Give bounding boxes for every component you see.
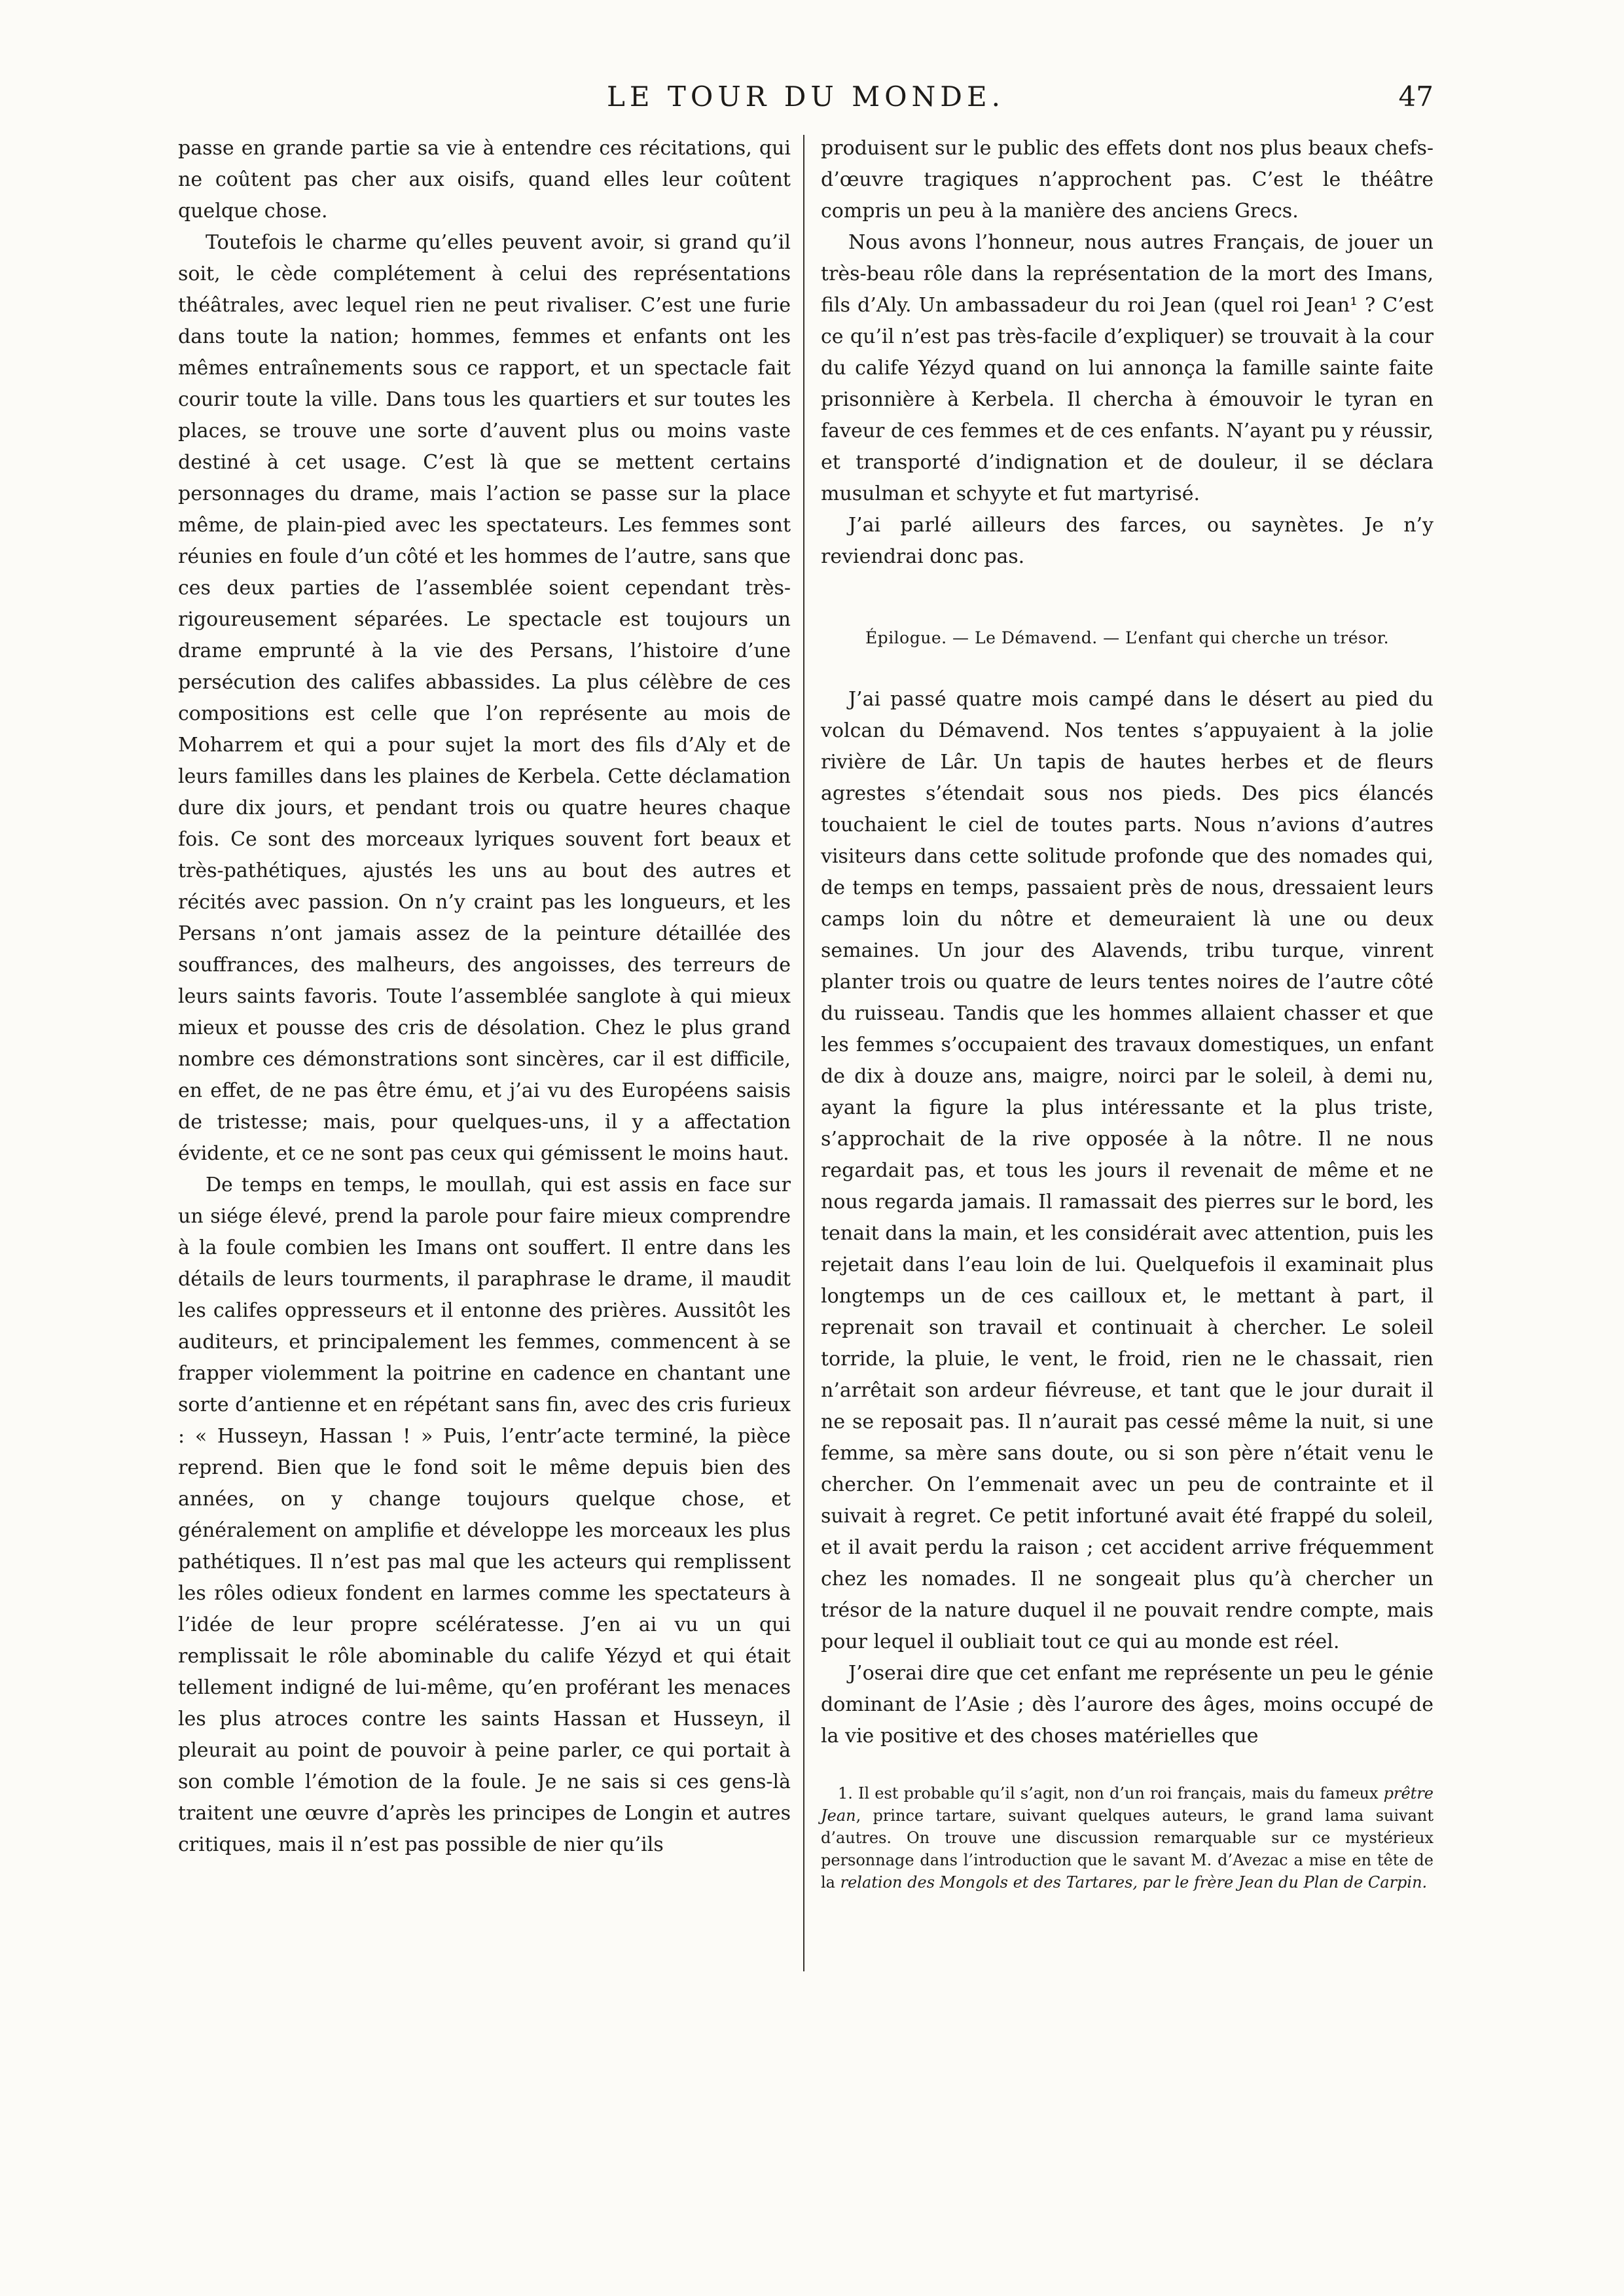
paragraph: De temps en temps, le moullah, qui est assis en face sur un siége élevé, prend la parole pour faire mieux comprendre à la foule combien les Imans ont souffert. Il entre dans les détails de leurs tourments, il paraphrase le drame, il maudit les califes oppresseurs et il entonne des prières. Aussitôt les auditeurs, et principalement les femmes, commencent à se frapper violemment la poitrine en cadence en chantant une sorte d’antienne et en répétant sans fin, avec des cris furieux : « Husseyn, Hassan ! » Puis, l’entr’acte terminé, la pièce reprend. Bien que le fond soit le même depuis bien des années, on y change toujours quelque chose, et généralement on amplifie et développe les morceaux les plus pathétiques. Il n’est pas mal que les acteurs qui remplissent les rôles odieux fondent en larmes comme les spectateurs à l’idée de leur propre scélératesse. J’en ai vu un qui remplissait le rôle abominable du calife Yézyd et qui était tellement indigné de lui-même, qu’en proférant les menaces les plus atroces contre les saints Hassan et Husseyn, il pleurait au point de pouvoir à peine parler, ce qui portait à son comble l’émotion de la foule. Je ne sais si ces gens-là traitent une œuvre d’après les principes de Longin et autres critiques, mais il n’est pas possible de nier qu’ils	[178, 1174, 791, 1856]
footnote-italic-title: prêtre Jean	[821, 1784, 1434, 1825]
paragraph-continuation: produisent sur le public des effets dont nos plus beaux chefs-d’œuvre tragiques n’approchent pas. C’est le théâtre compris un peu à la manière des anciens Grecs.	[821, 137, 1434, 223]
text-columns	[178, 133, 1434, 1893]
footnote	[821, 1782, 1434, 1893]
paragraph: J’ai parlé ailleurs des farces, ou saynètes. Je n’y reviendrai donc pas.	[821, 514, 1434, 568]
paragraph: J’oserai dire que cet enfant me représente un peu le génie dominant de l’Asie ; dès l’aurore des âges, moins occupé de la vie positive et des choses matérielles que	[821, 1662, 1434, 1748]
paragraph: Toutefois le charme qu’elles peuvent avoir, si grand qu’il soit, le cède complétement à celui des représentations théâtrales, avec lequel rien ne peut rivaliser. C’est une furie dans toute la nation; hommes, femmes et enfants ont les mêmes entraînements sous ce rapport, et un spectacle fait courir toute la ville. Dans tous les quartiers et sur toutes les places, se trouve une sorte d’auvent plus ou moins vaste destiné à cet usage. C’est là que se mettent certains personnages du drame, mais l’action se passe sur la place même, de plain-pied avec les spectateurs. Les femmes sont réunies en foule d’un côté et les hommes de l’autre, sans que ces deux parties de l’assemblée soient cependant très-rigoureusement séparées. Le spectacle est toujours un drame emprunté à la vie des Persans, l’histoire d’une persécution des califes abbassides. La plus célèbre de ces compositions est celle que l’on représente au mois de Moharrem et qui a pour sujet la mort des fils d’Aly et de leurs familles dans les plaines de Kerbela. Cette déclamation dure dix jours, et pendant trois ou quatre heures chaque fois. Ce sont des morceaux lyriques souvent fort beaux et très-pathétiques, ajustés les uns au bout des autres et récités avec passion. On n’y craint pas les longueurs, et les Persans n’ont jamais assez de la peinture détaillée des souffrances, des malheurs, des angoisses, des terreurs de leurs saints favoris. Toute l’assemblée sanglote à qui mieux mieux et pousse des cris de désolation. Chez le plus grand nombre ces démonstrations sont sincères, car il est difficile, en effet, de ne pas être ému, et j’ai vu des Européens saisis de tristesse; mais, pour quelques-uns, il y a affectation évidente, et ce ne sont pas ceux qui gémissent le moins haut.	[178, 231, 791, 1165]
paragraph-continuation: passe en grande partie sa vie à entendre ces récitations, qui ne coûtent pas cher aux oisifs, quand elles leur coûtent quelque chose.	[178, 137, 791, 223]
journal-title: LE TOUR DU MONDE.	[606, 81, 1005, 113]
paragraph: J’ai passé quatre mois campé dans le désert au pied du volcan du Démavend. Nos tentes s’appuyaient à la jolie rivière de Lâr. Un tapis de hautes herbes et de fleurs agrestes s’étendait sous nos pieds. Des pics élancés touchaient le ciel de toutes parts. Nous n’avions d’autres visiteurs dans cette solitude profonde que des nomades qui, de temps en temps, passaient près de nous, dressaient leurs camps loin du nôtre et demeuraient là une ou deux semaines. Un jour des Alavends, tribu turque, vinrent planter trois ou quatre de leurs tentes noires de l’autre côté du ruisseau. Tandis que les hommes allaient chasser et que les femmes s’occupaient des travaux domestiques, un enfant de dix à douze ans, maigre, noirci par le soleil, à demi nu, ayant la figure la plus intéressante et la plus triste, s’approchait de la rive opposée à la nôtre. Il ne nous regardait pas, et tous les jours il revenait de même et ne nous regarda jamais. Il ramassait des pierres sur le bord, les tenait dans la main, et les considérait avec attention, puis les rejetait dans l’eau loin de lui. Quelquefois il examinait plus longtemps un de ces cailloux et, le mettant à part, il reprenait son travail et continuait à chercher. Le soleil torride, la pluie, le vent, le froid, rien ne le chassait, rien n’arrêtait son ardeur fiévreuse, et tant que le jour durait il ne se reposait pas. Il n’aurait pas cessé même la nuit, si une femme, sa mère sans doute, ou si son père n’était venu le chercher. On l’emmenait avec un peu de contrainte et il suivait à regret. Ce petit infortuné avait été frappé du soleil, et il avait perdu la raison ; cet accident arrive fréquemment chez les nomades. Il ne songeait plus qu’à chercher un trésor de la nature duquel il ne pouvait rendre compte, mais pour lequel il oubliait tout ce qui au monde est réel.	[821, 688, 1434, 1653]
footnote-italic-title: relation des Mongols et des Tartares, par le frère Jean du Plan de Carpin.	[840, 1873, 1428, 1892]
footnote-text: 1. Il est probable qu’il s’agit, non d’un roi français, mais du fameux	[838, 1784, 1384, 1803]
paragraph: Nous avons l’honneur, nous autres Français, de jouer un très-beau rôle dans la représentation de la mort des Imans, fils d’Aly. Un ambassadeur du roi Jean (quel roi Jean¹ ? C’est ce qu’il n’est pas très-facile d’expliquer) se trouvait à la cour du calife Yézyd quand on lui annonça la famille sainte faite prisonnière à Kerbela. Il chercha à émouvoir le tyran en faveur de ces femmes et de ces enfants. N’ayant pu y réussir, et transporté d’indignation et de douleur, il se déclara musulman et schyyte et fut martyrisé.	[821, 231, 1434, 505]
right-column	[821, 133, 1434, 1893]
section-heading: Épilogue. — Le Démavend. — L’enfant qui cherche un trésor.	[865, 628, 1390, 647]
footnote-text: , prince tartare, suivant quelques auteurs, le grand lama suivant d’autres. On trouve une discussion remarquable sur ce mystérieux personnage dans l’introduction que le savant M. d’Avezac a mise en tête de la	[821, 1806, 1434, 1892]
left-column	[178, 133, 791, 1893]
page-number: 47	[1398, 81, 1434, 113]
